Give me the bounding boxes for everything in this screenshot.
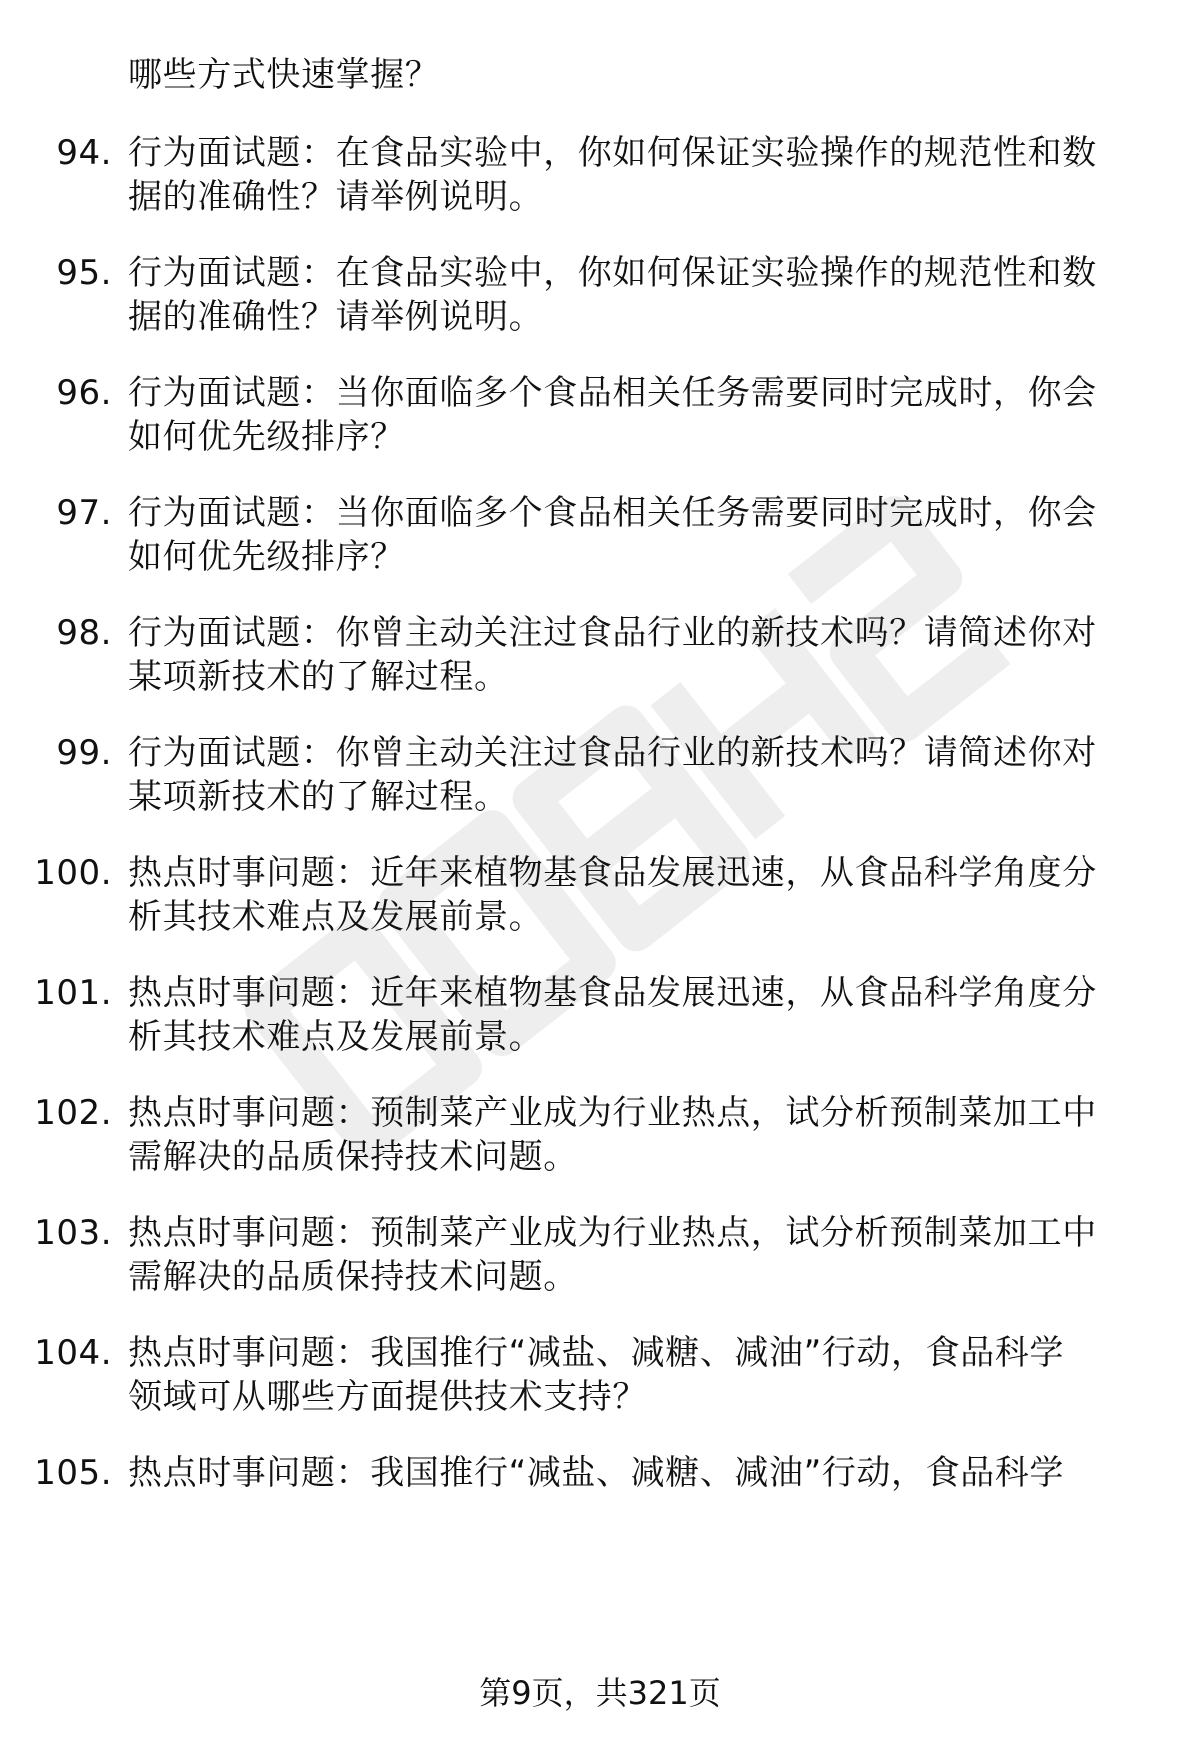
item-text-line: 如何优先级排序？ <box>128 417 405 457</box>
item-text-line: 热点时事问题：近年来植物基食品发展迅速，从食品科学角度分 <box>128 853 1097 893</box>
item-text-line: 析其技术难点及发展前景。 <box>128 897 544 937</box>
item-text-line: 行为面试题：你曾主动关注过食品行业的新技术吗？请简述你对 <box>128 733 1097 773</box>
item-text-line: 行为面试题：在食品实验中，你如何保证实验操作的规范性和数 <box>128 133 1097 173</box>
item-text-line: 行为面试题：在食品实验中，你如何保证实验操作的规范性和数 <box>128 253 1097 293</box>
item-text-line: 热点时事问题：预制菜产业成为行业热点，试分析预制菜加工中 <box>128 1213 1097 1253</box>
item-text-line: 热点时事问题：我国推行“减盐、减糖、减油”行动，食品科学 <box>128 1453 1065 1493</box>
item-number: 101. <box>34 973 112 1013</box>
item-text-line: 领域可从哪些方面提供技术支持？ <box>128 1377 647 1417</box>
item-text-line: 需解决的品质保持技术问题。 <box>128 1137 578 1177</box>
item-text-line: 热点时事问题：近年来植物基食品发展迅速，从食品科学角度分 <box>128 973 1097 1013</box>
item-text-line: 哪些方式快速掌握？ <box>128 55 440 95</box>
item-text-line: 热点时事问题：我国推行“减盐、减糖、减油”行动，食品科学 <box>128 1333 1065 1373</box>
item-number: 97. <box>56 493 112 533</box>
item-number: 102. <box>34 1093 112 1133</box>
item-text-line: 析其技术难点及发展前景。 <box>128 1017 544 1057</box>
item-number: 96. <box>56 373 112 413</box>
item-number: 100. <box>34 853 112 893</box>
item-number: 103. <box>34 1213 112 1253</box>
item-number: 95. <box>56 253 112 293</box>
item-text-line: 如何优先级排序？ <box>128 537 405 577</box>
item-text-line: 据的准确性？请举例说明。 <box>128 297 544 337</box>
item-text-line: 需解决的品质保持技术问题。 <box>128 1257 578 1297</box>
item-number: 99. <box>56 733 112 773</box>
page-footer: 第9页，共321页 <box>479 1674 721 1712</box>
item-text-line: 某项新技术的了解过程。 <box>128 657 509 697</box>
item-number: 94. <box>56 133 112 173</box>
item-number: 98. <box>56 613 112 653</box>
item-text-line: 行为面试题：当你面临多个食品相关任务需要同时完成时，你会 <box>128 493 1097 533</box>
item-text-line: 行为面试题：当你面临多个食品相关任务需要同时完成时，你会 <box>128 373 1097 413</box>
item-text-line: 据的准确性？请举例说明。 <box>128 177 544 217</box>
item-number: 105. <box>34 1453 112 1493</box>
item-text-line: 行为面试题：你曾主动关注过食品行业的新技术吗？请简述你对 <box>128 613 1097 653</box>
item-number: 104. <box>34 1333 112 1373</box>
item-text-line: 热点时事问题：预制菜产业成为行业热点，试分析预制菜加工中 <box>128 1093 1097 1133</box>
item-text-line: 某项新技术的了解过程。 <box>128 777 509 817</box>
